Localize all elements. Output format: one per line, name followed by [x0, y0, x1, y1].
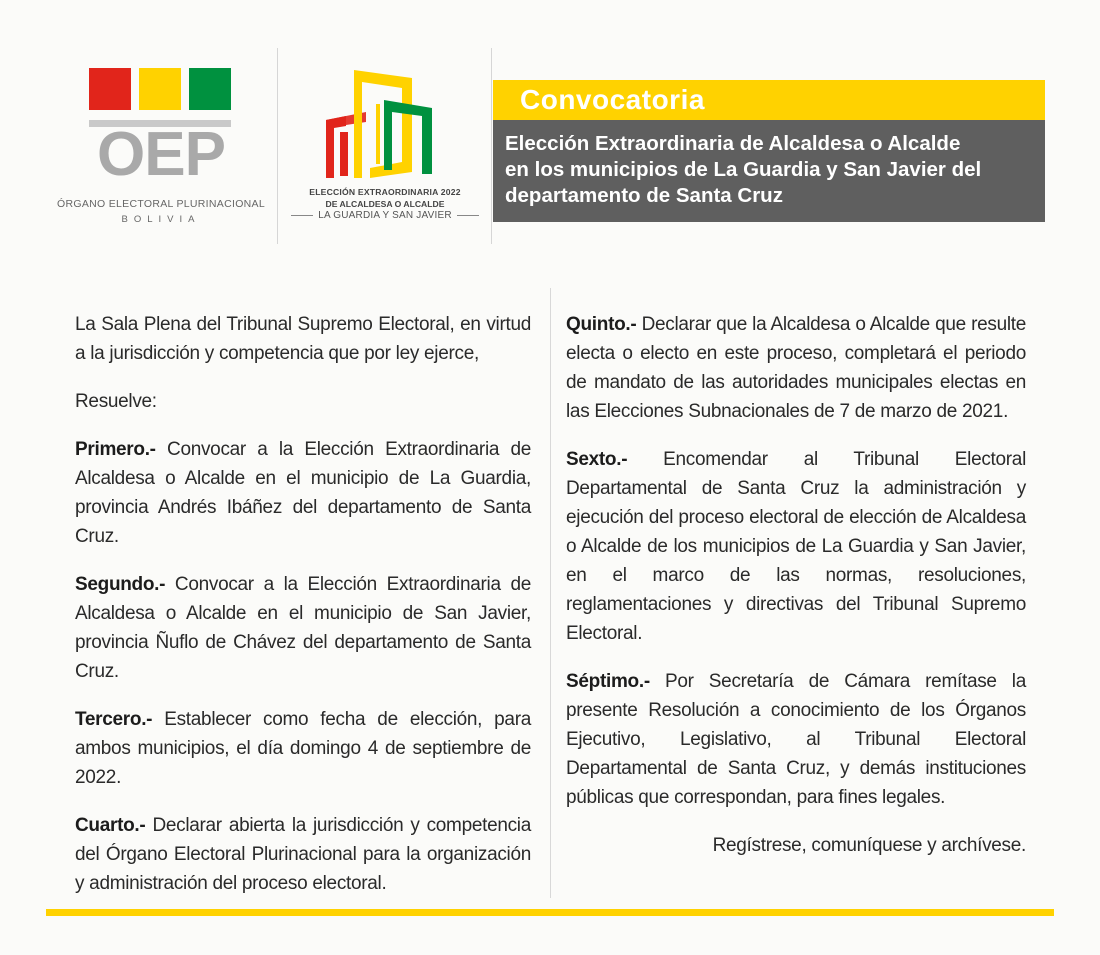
election-logo-graphic — [318, 66, 438, 184]
article-septimo — [566, 667, 1026, 812]
left-column — [75, 310, 531, 917]
election-logo-line3-wrap — [282, 210, 488, 221]
election-logo-line3: LA GUARDIA Y SAN JAVIER — [318, 210, 452, 221]
election-logo-line1: ELECCIÓN EXTRAORDINARIA 2022 — [309, 187, 461, 197]
article-text: Declarar abierta la jurisdicción y competencia del Órgano Electoral Plurinacional para la organización y administración del proceso electoral. — [75, 815, 531, 894]
logo-divider — [491, 48, 492, 244]
subtitle-box — [493, 120, 1045, 222]
article-tercero — [75, 705, 531, 792]
article-label: Cuarto.- — [75, 815, 146, 836]
intro-paragraph: La Sala Plena del Tribunal Supremo Electoral, en virtud a la jurisdicción y competencia que por ley ejerce, — [75, 314, 531, 364]
article-text: Convocar a la Elección Extraordinaria de Alcaldesa o Alcalde en el municipio de La Guardia, provincia Andrés Ibáñez del departamento de Santa Cruz. — [75, 439, 531, 547]
subtitle — [493, 120, 1045, 209]
logo-divider — [277, 48, 278, 244]
article-quinto — [566, 310, 1026, 426]
article-text: Establecer como fecha de elección, para ambos municipios, el día domingo 4 de septiembre de 2022. — [75, 709, 531, 788]
article-text: Por Secretaría de Cámara remítase la presente Resolución a conocimiento de los Órganos Ejecutivo, Legislativo, al Tribunal Electoral Departamental de Santa Cruz, y demás instituciones públicas que correspondan, para fines legales. — [566, 671, 1026, 808]
oep-name: ÓRGANO ELECTORAL PLURINACIONAL — [57, 198, 265, 210]
article-label: Tercero.- — [75, 709, 153, 730]
oep-letters: OEP — [97, 120, 225, 189]
article-text: Convocar a la Elección Extraordinaria de Alcaldesa o Alcalde en el municipio de San Javier, provincia Ñuflo de Chávez del departamento de Santa Cruz. — [75, 574, 531, 682]
election-logo-line2: DE ALCALDESA O ALCALDE — [325, 199, 445, 209]
article-sexto — [566, 445, 1026, 648]
flag-red-square — [89, 68, 131, 110]
article-label: Segundo.- — [75, 574, 166, 595]
flag-yellow-square — [139, 68, 181, 110]
article-text: Declarar que la Alcaldesa o Alcalde que resulte electa o electo en este proceso, completará el periodo de mandato de las autoridades municipales electas en las Elecciones Subnacionales de 7 de marzo de 2021. — [566, 314, 1026, 422]
closing-line: Regístrese, comuníquese y archívese. — [712, 835, 1026, 856]
bottom-bar — [46, 909, 1054, 916]
article-label: Sexto.- — [566, 449, 628, 470]
flag-green-square — [189, 68, 231, 110]
subtitle-line: en los municipios de La Guardia y San Javier del — [505, 158, 982, 181]
subtitle-line: Elección Extraordinaria de Alcaldesa o Alcalde — [505, 132, 961, 155]
article-primero — [75, 435, 531, 551]
column-divider — [550, 288, 551, 898]
article-cuarto — [75, 811, 531, 898]
article-label: Primero.- — [75, 439, 156, 460]
right-column — [566, 310, 1026, 879]
article-text: Encomendar al Tribunal Electoral Departamental de Santa Cruz la administración y ejecución del proceso electoral de elección de Alcaldesa o Alcalde de los municipios de La Guardia y San Javier, en el marco de las normas, resoluciones, reglamentaciones y directivas del Tribunal Supremo Electoral. — [566, 449, 1026, 644]
subtitle-line: departamento de Santa Cruz — [505, 184, 783, 207]
decorative-dash — [457, 215, 479, 216]
resolve-label: Resuelve: — [75, 391, 157, 412]
article-label: Quinto.- — [566, 314, 637, 335]
page-title: Convocatoria — [520, 84, 705, 115]
decorative-dash — [291, 215, 313, 216]
article-segundo — [75, 570, 531, 686]
oep-country: BOLIVIA — [121, 214, 201, 225]
article-label: Séptimo.- — [566, 671, 650, 692]
